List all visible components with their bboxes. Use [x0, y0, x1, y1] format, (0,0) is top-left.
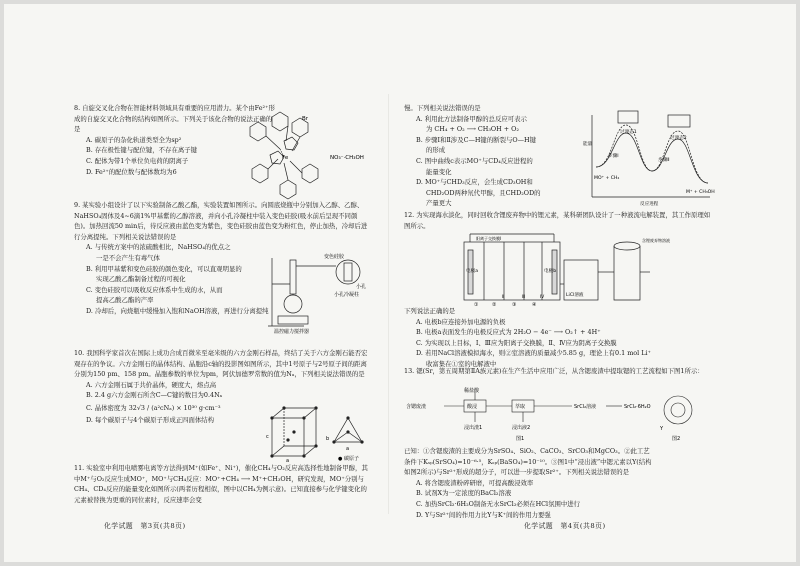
q12-intro: 下列说法正确的是: [404, 307, 456, 315]
q8-structure-figure: [240, 111, 370, 207]
q13-known-line2: 条件下Kₛₚ(SrSO₄)=10⁻⁶·⁵，Kₛₚ(BaSO₄)=10⁻¹⁰。③图1中“浸出液”中锶元素以Y(结构: [404, 457, 652, 466]
q13-stem: 13. 锶(Sr，第五周期第ⅡA族元素)在生产生活中应用广泛，从含锶废渣中提取锶的工艺流程如下图1所示：: [404, 367, 704, 375]
q12-membrane-1: 阳离子交换膜Ⅰ: [476, 236, 502, 241]
q11-continued-stem: 慢。下列相关说法错误的是: [404, 104, 481, 112]
question-9: [74, 200, 372, 335]
question-11-continued: [404, 103, 716, 209]
q13-flow-product-1: SrCl₂溶液: [574, 404, 597, 410]
q10-stem: 10. 我国科学家首次在国际上成功合成百微米至毫米级的六方金刚石样品，终结了关于六方金刚石能否宏观存在的争议。六方金刚石的晶体结构、晶胞沿c轴的投影图如图所示，其中1号原子与2号原子间的距离分别为150 pm、158 pm。晶胞参数的单位为pm，阿伏加德罗常数的值为Nₐ，下列相关说法错误的是: [74, 349, 368, 379]
q8-atom-fe: Fe: [282, 155, 289, 161]
q11-option-c-line2: 能量变化: [426, 167, 452, 176]
q12-stem: 12. 为实现海水淡化，同时回收含锂废弃物中的锂元素，某科研团队设计了一种液流电解装置，其工作原理如图所示。: [404, 211, 711, 230]
q13-flow-product-2: SrCl₂·6H₂O: [624, 404, 651, 410]
q9-option-c-line1: C. 变色硅胶可以吸收反应体系中生成的水，从而: [86, 285, 223, 294]
q13-option-c: C. 加热SrCl₂·6H₂O制备无水SrCl₂必须在HCl氛围中进行: [416, 499, 581, 508]
q13-structure-y: Y: [660, 426, 664, 432]
q11-energy-diagram: [582, 109, 716, 209]
q12-option-b: B. 电极a表面发生的电极反应式为 2H₂O − 4e⁻ ⟶ O₂↑ + 4H⁺: [416, 328, 601, 337]
left-page: [74, 4, 372, 562]
q9-option-b-line2: 实现乙酸乙酯制备过程的可视化: [96, 275, 186, 284]
q9-label-hole: 小孔: [356, 284, 367, 290]
question-12: [404, 210, 716, 368]
q11-option-d-line3: 产量更大: [426, 199, 452, 208]
q13-flow-residue-1: 浸出渣1: [464, 425, 483, 431]
q13-option-a: A. 将含锶废渣粉碎研磨，可提高酸浸效率: [416, 478, 534, 487]
q10-axis-a: a: [286, 458, 290, 464]
q13-flow-acid: 稀盐酸: [464, 388, 480, 394]
q8-option-a: A. 碳原子的杂化轨道类型全为sp²: [86, 135, 182, 144]
q12-option-d-line1: D. 若用NaCl溶液模拟海水，则②室溶液的质量减少5.85 g，理论上有0.1 mol Li⁺: [416, 349, 651, 358]
q12-option-d-line2: 收富集在①室的电解液中: [426, 359, 497, 368]
q9-option-a-line2: 一是不会产生有毒气体: [96, 253, 160, 262]
q10-option-a: A. 六方金刚石属于共价晶体，硬度大，熔点高: [86, 380, 217, 389]
q11-option-b-line2: 的形成: [426, 146, 446, 155]
q12-chamber-2: ②: [492, 302, 497, 308]
question-10: [74, 348, 372, 464]
q8-option-c: C. 配体为带1个单位负电荷的阴离子: [86, 156, 189, 165]
q8-counter-ion: NO₃⁻·CH₃OH: [330, 155, 364, 161]
q10-axis-c: c: [266, 434, 269, 440]
q13-option-b: B. 试剂X为一定浓度的BaCl₂溶液: [416, 489, 512, 498]
q11-ts2-label: 过渡态2: [670, 136, 687, 141]
right-footer: 化学试题 第4页(共8页): [524, 522, 606, 530]
q13-figure-1-caption: 图1: [516, 436, 525, 442]
q10-option-b: B. 2.4 g六方金刚石所含C—C键的数目为0.4Nₐ: [86, 391, 223, 400]
q9-stem: 9. 某实验小组设计了以下实验制备乙酸乙酯，实验装置如图所示。向圆底烧瓶中分别加入乙醇、乙醇、NaHSO₄固体及4~6滴1%甲基紫的乙醇溶液，并向小孔冷凝柱中装入变色硅胶(吸水前后呈现不同颜色)。加热回流50 min后，待反应液由蓝色变为紫色，变色硅胶由蓝色变为粉红色，停止加热，冷却后进行分离提纯。下列相关说法错误的是: [74, 201, 368, 241]
q9-option-b-line1: B. 利用甲基紫和变色硅胶的颜色变化，可以直观明显的: [86, 264, 242, 273]
q10-axis-a-proj: a: [346, 446, 350, 452]
left-footer: 化学试题 第3页(共8页): [104, 522, 186, 530]
q13-flow-extract: 萃取: [515, 404, 526, 410]
q9-option-a-line1: A. 与传统方案中的浓硫酸相比，NaHSO₄的优点之: [86, 243, 231, 252]
q12-option-a: A. 电极b应连接外加电源的负极: [416, 317, 506, 326]
q11-step2-label: 步骤Ⅱ: [658, 158, 670, 163]
q13-flow-liquid-2: 浸出液2: [512, 425, 531, 431]
q12-membrane-2: Ⅱ: [502, 295, 505, 300]
q11-energy-axis: 能量: [583, 142, 593, 147]
q11-option-a-line1: A. 利用此方法制备甲醇的总反应可表示: [416, 114, 527, 123]
question-8: [74, 103, 372, 177]
exam-sheet: [4, 4, 796, 562]
q12-chamber-1: ①: [474, 302, 479, 308]
q11-product-label: M⁺ + CH₃OH: [686, 190, 715, 195]
q13-flow-input: 含锶废渣: [406, 404, 427, 410]
q10-legend: ● 碳原子: [338, 456, 359, 462]
q13-known-line1: 已知：①含锶废渣的主要成分为SrSO₄、SiO₂、CaCO₃、SrCO₃和MgCO₃。②此工艺: [404, 447, 650, 455]
q12-electrode-a: 电极a: [466, 269, 479, 274]
q11-option-c-line1: C. 图中曲线c表示MO⁺与CD₄反应进程的: [416, 156, 533, 165]
q13-figure-2-caption: 图2: [672, 436, 681, 442]
right-page: [404, 4, 716, 562]
q9-option-d: D. 冷却后，向烧瓶中缓慢加入饱和NaOH溶液，再进行分离提纯: [86, 306, 269, 315]
q10-option-c: C. 晶体密度为 32√3 / (a²cNₐ) × 10³⁰ g·cm⁻³: [86, 403, 221, 412]
question-11: [74, 463, 372, 505]
q13-known-line3: 如图2所示)与Sr²⁺形成的超分子，可以进一步提取Sr²⁺。下列相关说法错误的是: [404, 468, 630, 477]
q12-chamber-3: ③: [512, 302, 517, 308]
q12-electrode-b: 电极b: [544, 269, 557, 274]
q11-option-a-line2: 为 CH₄ + O₂ ⟶ CH₃OH + O₂: [426, 125, 519, 134]
q13-flow-leach: 酸浸: [467, 404, 478, 410]
q11-option-d-line1: D. MO⁺与CHD₃反应，会生成CD₃OH和: [416, 178, 533, 187]
q11-option-b-line1: B. 步骤Ⅰ和Ⅱ涉及C—H键的断裂与O—H键: [416, 135, 536, 144]
q11-stem: 11. 实验室中利用电喷雾电离等方法得到M⁺(如Fe⁺、Ni⁺)，催化CH₄与O₂反应高选择性地制备甲醇，其中M⁺与O₂反应生成MO⁺，MO⁺与CH₄反应：MO⁺+CH₄ ⟶ M⁺+CH₃OH，研究发现，MO⁺分别与CH₄、CD₄反应的能量变化如图所示(两者历程相似，图中以CH₄为例示意)。已知直接参与化学键变化的元素被替换为更重的同位素时，反应速率会变: [74, 464, 368, 504]
q13-option-d: D. Y与Sr²⁺间的作用力比Y与K⁺间的作用力要强: [416, 510, 551, 519]
q11-reactant-label: MO⁺ + CH₄: [594, 176, 620, 181]
q10-crystal-figure: [264, 398, 372, 464]
q11-x-axis: 反应进程: [640, 202, 659, 207]
q10-axis-b: b: [326, 436, 330, 442]
q11-option-d-line2: CHD₂OD两种氘代甲醇，且CHD₂OD的: [426, 188, 541, 197]
q9-label-column: 小孔冷凝柱: [334, 292, 360, 298]
q12-electrolysis-figure: [454, 232, 670, 308]
page-divider: [388, 94, 389, 514]
q13-flowchart: [404, 388, 716, 444]
q9-label-stirrer: 温控磁力搅拌器: [274, 329, 310, 335]
q9-label-silica: 变色硅胶: [324, 254, 345, 260]
q12-chamber-4: ④: [532, 302, 537, 308]
q8-stem: 8. 自旋交叉化合物在智能材料领域具有重要的应用潜力。某个由Fe²⁺形成的自旋交叉化合物的结构如图所示。下列关于该化合物的说法正确的是: [74, 104, 275, 134]
q9-option-c-line2: 提高乙酸乙酯的产率: [96, 296, 154, 305]
q12-membrane-4: Ⅳ: [540, 295, 545, 300]
q8-option-b: B. 存在极性键与配位键，不存在离子键: [86, 146, 198, 155]
q9-apparatus-figure: [264, 254, 372, 334]
q11-step1-label: 步骤Ⅰ: [608, 154, 619, 159]
q10-option-d: D. 每个碳原子与4个碳原子形成正四面体结构: [86, 415, 215, 424]
q12-option-c: C. 为实现以上目标，Ⅰ、Ⅲ应为阳离子交换膜，Ⅱ、Ⅳ应为阴离子交换膜: [416, 338, 617, 347]
q8-atom-br: Br: [302, 116, 309, 122]
q12-licl-label: LiCl溶液: [566, 293, 584, 298]
q12-tank-label: 含锂废弃物溶液: [642, 238, 670, 243]
question-13: [404, 366, 716, 519]
q11-ts1-label: 过渡态1: [620, 130, 637, 135]
q8-option-d: D. Fe²⁺的配位数与配体数均为6: [86, 167, 177, 176]
q12-membrane-3: Ⅲ: [522, 295, 526, 300]
